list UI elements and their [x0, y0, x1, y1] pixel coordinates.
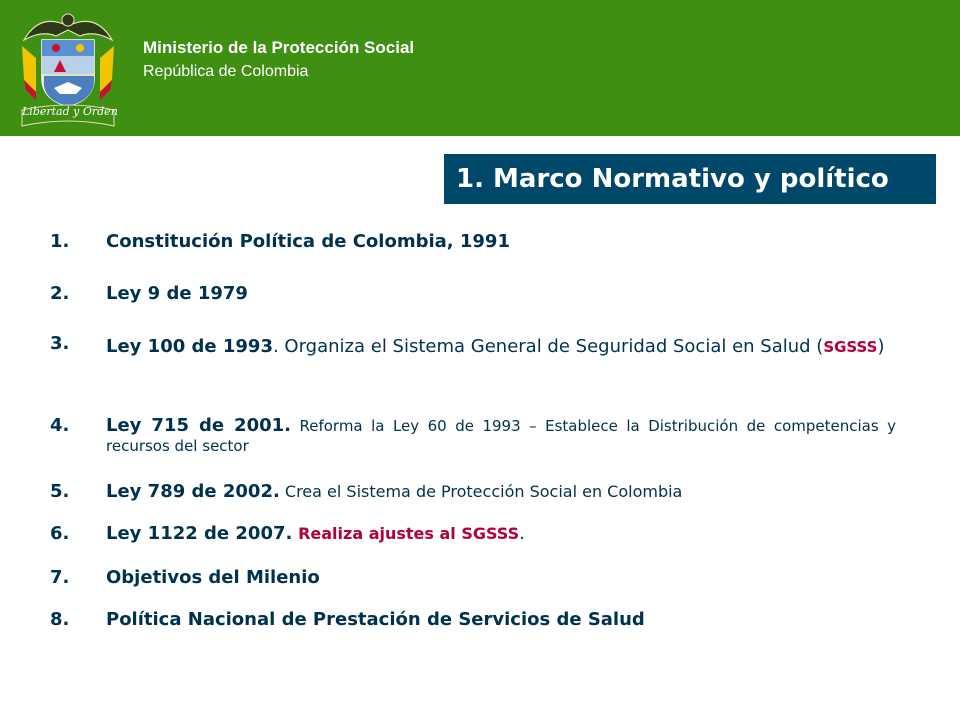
list-item — [50, 276, 896, 326]
item-title: Ley 715 de 2001. — [106, 415, 291, 436]
list-item — [50, 224, 896, 276]
item-number: 8. — [50, 609, 70, 630]
item-title: Constitución Política de Colombia, 1991 — [106, 231, 510, 252]
list-item — [50, 478, 896, 520]
item-number: 1. — [50, 231, 70, 252]
item-accent: SGSSS — [823, 338, 878, 356]
item-tail: ) — [877, 336, 885, 357]
item-number: 3. — [50, 333, 70, 354]
item-description: Crea el Sistema de Protección Social en Colombia — [279, 482, 683, 501]
item-title: Ley 789 de 2002. — [106, 481, 280, 502]
item-number: 7. — [50, 567, 70, 588]
list-item — [50, 564, 896, 606]
item-number: 5. — [50, 481, 70, 502]
header-banner — [0, 0, 960, 136]
normative-list — [50, 224, 896, 646]
item-title: Objetivos del Milenio — [106, 567, 320, 588]
country-name: República de Colombia — [143, 63, 309, 80]
item-number: 2. — [50, 283, 70, 304]
list-item — [50, 520, 896, 564]
list-item — [50, 606, 896, 646]
item-title: Política Nacional de Prestación de Servicios de Salud — [106, 609, 645, 630]
slide-title: 1. Marco Normativo y político — [444, 154, 936, 204]
item-tail: . — [519, 523, 525, 544]
item-description: . Organiza el Sistema General de Seguridad Social en Salud ( — [272, 336, 824, 357]
item-description: Reforma la Ley 60 de 1993 – Establece la Distribución de competencias y recursos del sector — [106, 417, 897, 455]
ministry-name: Ministerio de la Protección Social — [143, 38, 415, 57]
motto-text: Libertad y Orden — [22, 105, 118, 118]
list-item — [50, 412, 896, 478]
item-number: 6. — [50, 523, 70, 544]
item-title: Ley 1122 de 2007. — [106, 523, 293, 544]
item-accent: Realiza ajustes al SGSSS — [298, 524, 520, 543]
list-item — [50, 326, 896, 412]
item-title: Ley 9 de 1979 — [106, 283, 248, 304]
item-number: 4. — [50, 415, 70, 436]
item-title: Ley 100 de 1993 — [106, 336, 273, 357]
